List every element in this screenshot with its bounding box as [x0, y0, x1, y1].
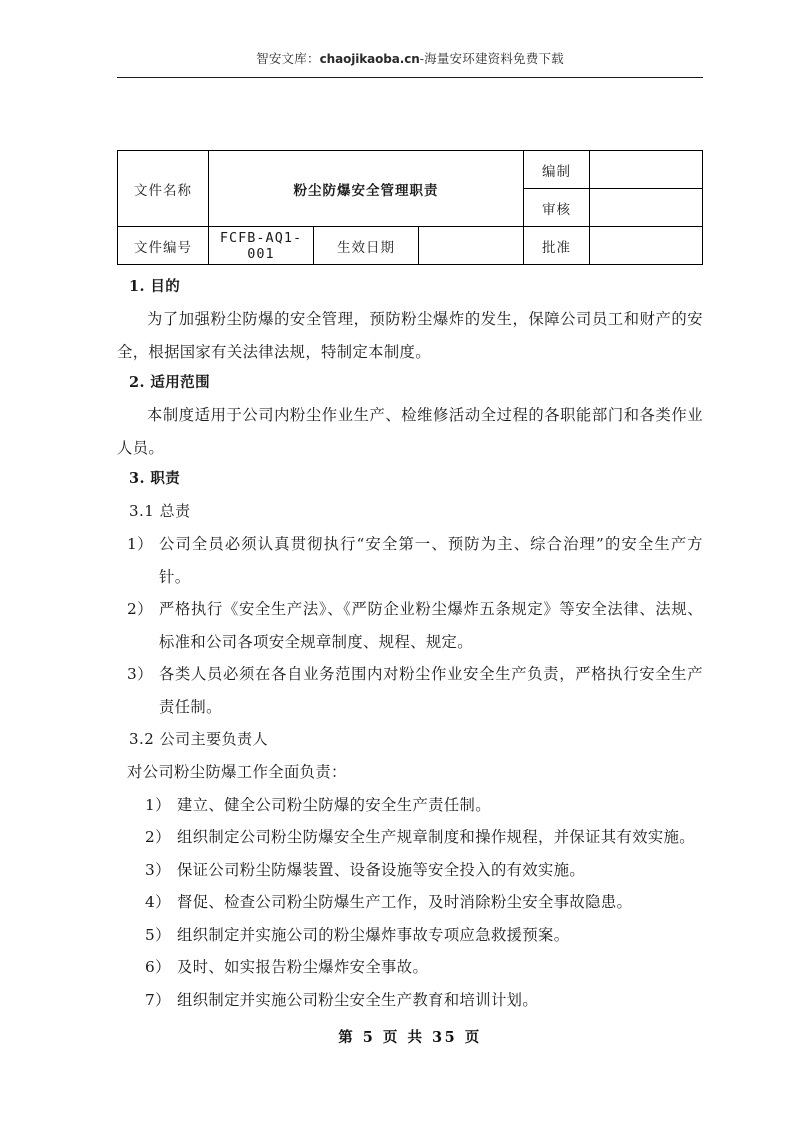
list-item-text: 建立、健全公司粉尘防爆的安全生产责任制。	[177, 795, 491, 814]
list-marker: 1）	[127, 535, 153, 553]
cell-value-approved-by[interactable]	[590, 227, 703, 265]
list-item-text: 组织制定并实施公司粉尘安全生产教育和培训计划。	[177, 990, 539, 1009]
subsection-lead-principal-officer: 对公司粉尘防爆工作全面负责：	[127, 763, 347, 781]
cell-label-file-number: 文件编号	[118, 227, 209, 265]
section-heading-scope: 2. 适用范围	[129, 374, 210, 391]
cell-label-approved-by: 批准	[524, 227, 590, 265]
list-item	[145, 951, 703, 984]
list-item	[145, 821, 703, 854]
section-body-scope: 本制度适用于公司内粉尘作业生产、检维修活动全过程的各职能部门和各类作业人员。	[117, 406, 703, 457]
running-header-site: chaojikaoba.cn	[319, 52, 420, 66]
list-marker: 5）	[145, 925, 171, 944]
cell-label-file-name: 文件名称	[118, 151, 209, 227]
cell-value-reviewed-by[interactable]	[590, 189, 703, 227]
running-header	[117, 50, 703, 68]
list-item	[127, 528, 703, 593]
list-marker: 2）	[127, 600, 153, 618]
list-item-text: 组织制定并实施公司的粉尘爆炸事故专项应急救援预案。	[177, 925, 570, 944]
list-item	[145, 919, 703, 952]
header-divider	[117, 77, 703, 78]
table-row	[118, 227, 703, 265]
list-marker: 7）	[145, 990, 171, 1009]
list-item	[127, 658, 703, 723]
subsection-heading-general-responsibility: 3.1 总责	[129, 502, 191, 520]
list-item	[127, 593, 703, 658]
section-heading-responsibilities: 3. 职责	[129, 470, 181, 487]
cell-document-title: 粉尘防爆安全管理职责	[209, 151, 524, 227]
cell-value-prepared-by[interactable]	[590, 151, 703, 189]
list-item	[145, 854, 703, 887]
list-marker: 6）	[145, 958, 171, 976]
list-marker: 4）	[145, 893, 171, 911]
list-principal-officer-duties	[117, 789, 703, 1017]
cell-label-prepared-by: 编制	[524, 151, 590, 189]
list-general-responsibility	[117, 528, 703, 723]
list-marker: 3）	[145, 860, 171, 879]
list-item	[145, 984, 703, 1017]
document-body	[117, 272, 703, 1016]
section-body-purpose: 为了加强粉尘防爆的安全管理，预防粉尘爆炸的发生，保障公司员工和财产的安全，根据国家有关法律法规，特制定本制度。	[117, 310, 703, 361]
list-item	[145, 789, 703, 822]
list-item-text: 督促、检查公司粉尘防爆生产工作，及时消除粉尘安全事故隐患。	[177, 893, 633, 911]
list-item	[145, 886, 703, 919]
table-row	[118, 151, 703, 189]
document-identification-table	[117, 150, 703, 265]
running-header-suffix: -海量安环建资料免费下载	[419, 51, 564, 66]
list-item-text: 及时、如实报告粉尘爆炸安全事故。	[177, 958, 429, 976]
cell-value-effective-date[interactable]	[419, 227, 524, 265]
cell-label-effective-date: 生效日期	[314, 227, 419, 265]
list-marker: 1）	[145, 795, 171, 814]
list-item-text: 组织制定公司粉尘防爆安全生产规章制度和操作规程，并保证其有效实施。	[177, 828, 695, 846]
list-item-text: 保证公司粉尘防爆装置、设备设施等安全投入的有效实施。	[177, 860, 586, 879]
list-item-text: 严格执行《安全生产法》、《严防企业粉尘爆炸五条规定》等安全法律、法规、标准和公司各项安全规章制度、规程、规定。	[159, 600, 703, 651]
subsection-heading-principal-officer: 3.2 公司主要负责人	[129, 730, 269, 748]
list-item-text: 公司全员必须认真贯彻执行“安全第一、预防为主、综合治理”的安全生产方针。	[159, 535, 703, 586]
running-header-prefix: 智安文库：	[256, 51, 320, 66]
list-marker: 2）	[145, 828, 171, 846]
list-item-text: 各类人员必须在各自业务范围内对粉尘作业安全生产负责，严格执行安全生产责任制。	[159, 665, 703, 716]
cell-value-file-number[interactable]: FCFB-AQ1-001	[209, 227, 314, 265]
page-footer: 第 5 页 共 35 页	[338, 1029, 482, 1046]
list-marker: 3）	[127, 665, 153, 683]
cell-label-reviewed-by: 审核	[524, 189, 590, 227]
section-heading-purpose: 1. 目的	[129, 278, 181, 295]
